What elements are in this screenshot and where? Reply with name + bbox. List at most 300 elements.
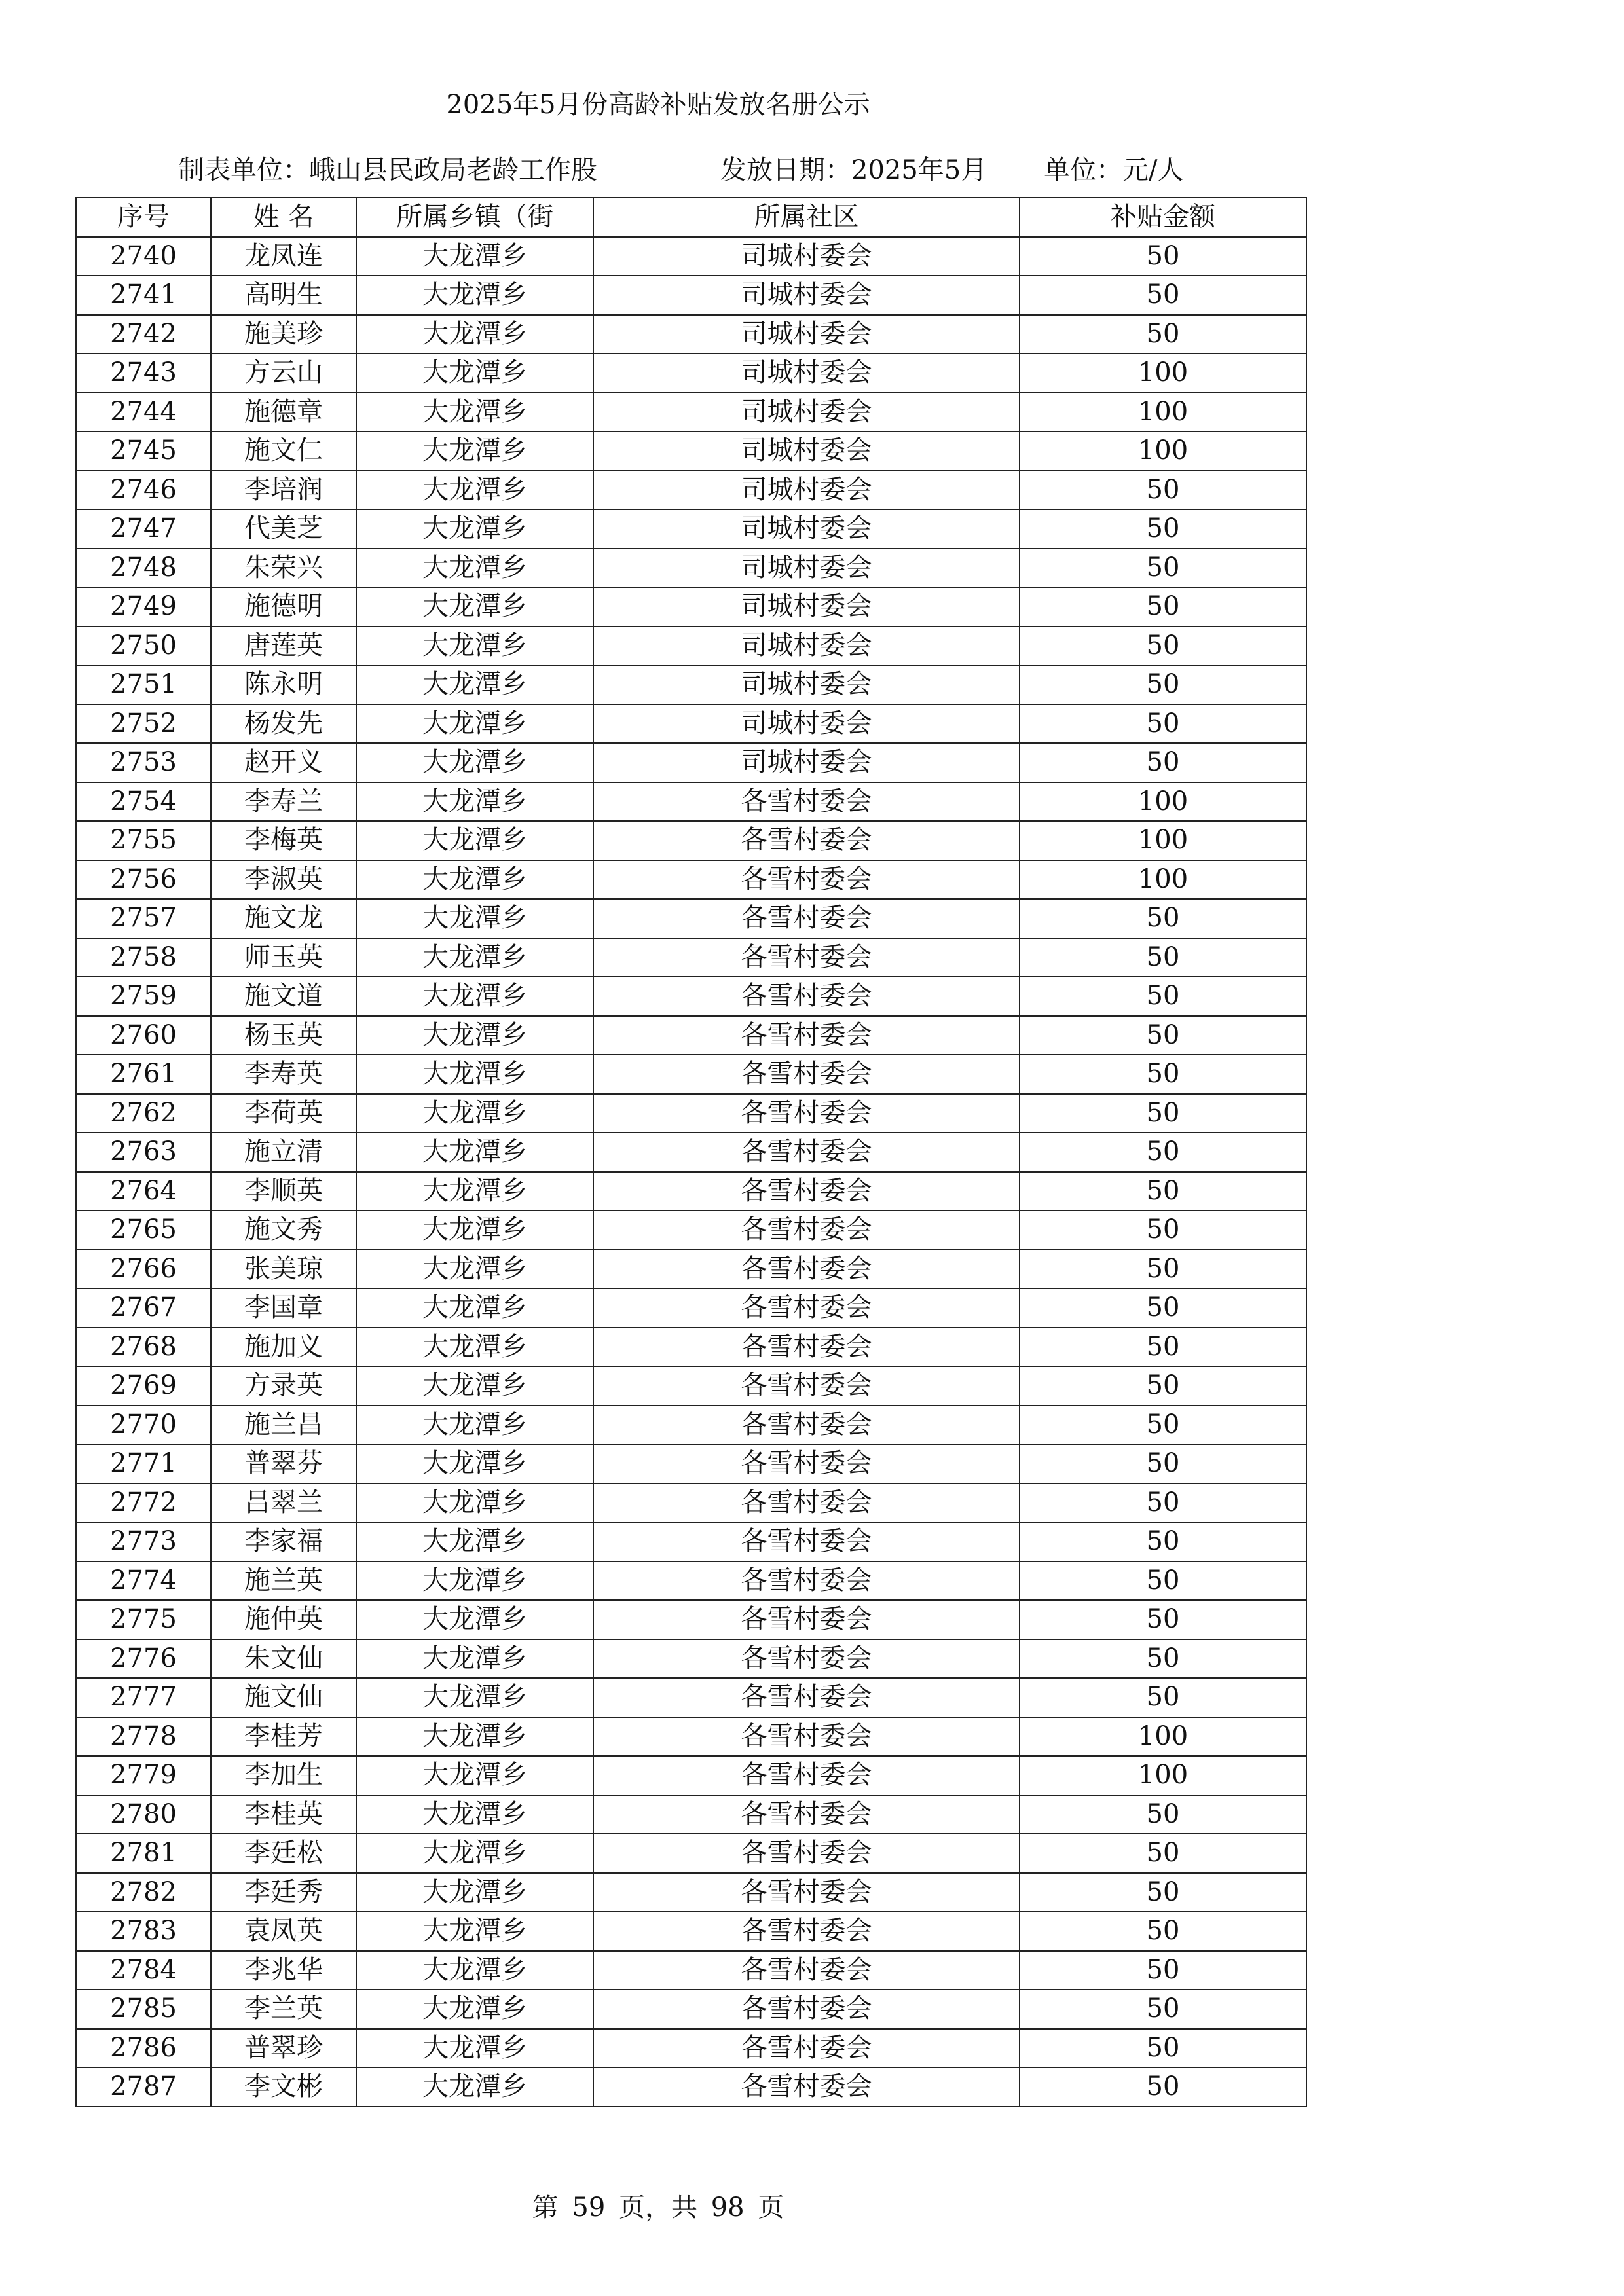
cell-community: 司城村委会 — [593, 471, 1020, 510]
cell-community: 各雪村委会 — [593, 1211, 1020, 1250]
cell-index: 2748 — [76, 549, 211, 588]
cell-community: 各雪村委会 — [593, 2068, 1020, 2107]
cell-township: 大龙潭乡 — [356, 354, 593, 393]
cell-name: 龙凤连 — [211, 237, 356, 276]
table-row — [76, 237, 1306, 276]
cell-amount: 50 — [1020, 1211, 1306, 1250]
cell-index: 2745 — [76, 431, 211, 471]
cell-township: 大龙潭乡 — [356, 627, 593, 666]
cell-township: 大龙潭乡 — [356, 237, 593, 276]
cell-name: 李寿英 — [211, 1055, 356, 1094]
cell-amount: 50 — [1020, 1561, 1306, 1601]
cell-name: 李加生 — [211, 1756, 356, 1795]
table-row — [76, 1912, 1306, 1951]
cell-name: 李廷松 — [211, 1834, 356, 1873]
cell-township: 大龙潭乡 — [356, 1561, 593, 1601]
cell-community: 各雪村委会 — [593, 1250, 1020, 1289]
cell-name: 李顺英 — [211, 1172, 356, 1211]
cell-township: 大龙潭乡 — [356, 1834, 593, 1873]
table-row — [76, 1288, 1306, 1328]
table-row — [76, 938, 1306, 977]
cell-amount: 100 — [1020, 354, 1306, 393]
cell-community: 司城村委会 — [593, 587, 1020, 627]
cell-index: 2774 — [76, 1561, 211, 1601]
cell-name: 李桂芳 — [211, 1717, 356, 1757]
table-row — [76, 1406, 1306, 1445]
cell-township: 大龙潭乡 — [356, 1678, 593, 1717]
table-row — [76, 549, 1306, 588]
cell-amount: 50 — [1020, 1678, 1306, 1717]
cell-amount: 50 — [1020, 1912, 1306, 1951]
cell-amount: 50 — [1020, 1366, 1306, 1406]
cell-name: 施仲英 — [211, 1600, 356, 1639]
cell-township: 大龙潭乡 — [356, 1639, 593, 1679]
cell-amount: 100 — [1020, 821, 1306, 860]
table-row — [76, 1016, 1306, 1055]
cell-township: 大龙潭乡 — [356, 1328, 593, 1367]
cell-township: 大龙潭乡 — [356, 2068, 593, 2107]
cell-township: 大龙潭乡 — [356, 977, 593, 1016]
cell-amount: 50 — [1020, 1055, 1306, 1094]
cell-community: 各雪村委会 — [593, 1522, 1020, 1561]
cell-community: 各雪村委会 — [593, 1639, 1020, 1679]
cell-index: 2754 — [76, 782, 211, 822]
table-row — [76, 471, 1306, 510]
cell-community: 各雪村委会 — [593, 1172, 1020, 1211]
cell-name: 杨玉英 — [211, 1016, 356, 1055]
table-row — [76, 1484, 1306, 1523]
table-row — [76, 276, 1306, 315]
cell-community: 各雪村委会 — [593, 1328, 1020, 1367]
cell-amount: 100 — [1020, 393, 1306, 432]
cell-township: 大龙潭乡 — [356, 1250, 593, 1289]
cell-amount: 50 — [1020, 1639, 1306, 1679]
cell-community: 各雪村委会 — [593, 821, 1020, 860]
cell-township: 大龙潭乡 — [356, 821, 593, 860]
table-row — [76, 1561, 1306, 1601]
cell-index: 2771 — [76, 1444, 211, 1484]
cell-township: 大龙潭乡 — [356, 1484, 593, 1523]
cell-community: 各雪村委会 — [593, 938, 1020, 977]
cell-name: 普翠芬 — [211, 1444, 356, 1484]
table-row — [76, 2029, 1306, 2068]
cell-index: 2758 — [76, 938, 211, 977]
table-row — [76, 1522, 1306, 1561]
header-township: 所属乡镇（街 — [356, 198, 593, 237]
cell-community: 各雪村委会 — [593, 2029, 1020, 2068]
cell-index: 2786 — [76, 2029, 211, 2068]
cell-name: 袁凤英 — [211, 1912, 356, 1951]
cell-name: 施文仙 — [211, 1678, 356, 1717]
table-row — [76, 1328, 1306, 1367]
meta-date: 发放日期：2025年5月 — [720, 155, 987, 185]
roster-table — [75, 197, 1307, 2107]
cell-township: 大龙潭乡 — [356, 1055, 593, 1094]
table-row — [76, 1250, 1306, 1289]
cell-name: 李兆华 — [211, 1951, 356, 1990]
cell-township: 大龙潭乡 — [356, 549, 593, 588]
cell-index: 2769 — [76, 1366, 211, 1406]
cell-township: 大龙潭乡 — [356, 2029, 593, 2068]
cell-name: 施兰昌 — [211, 1406, 356, 1445]
cell-amount: 50 — [1020, 1484, 1306, 1523]
table-body — [76, 237, 1306, 2107]
cell-township: 大龙潭乡 — [356, 1912, 593, 1951]
cell-community: 各雪村委会 — [593, 1288, 1020, 1328]
cell-township: 大龙潭乡 — [356, 704, 593, 744]
cell-community: 各雪村委会 — [593, 1133, 1020, 1172]
table-row — [76, 1639, 1306, 1679]
cell-township: 大龙潭乡 — [356, 1795, 593, 1834]
cell-index: 2783 — [76, 1912, 211, 1951]
cell-name: 施立清 — [211, 1133, 356, 1172]
cell-name: 吕翠兰 — [211, 1484, 356, 1523]
cell-name: 施加义 — [211, 1328, 356, 1367]
cell-township: 大龙潭乡 — [356, 1600, 593, 1639]
cell-index: 2782 — [76, 1873, 211, 1912]
table-row — [76, 1795, 1306, 1834]
cell-township: 大龙潭乡 — [356, 1990, 593, 2029]
table-row — [76, 1172, 1306, 1211]
table-row — [76, 1834, 1306, 1873]
cell-amount: 50 — [1020, 704, 1306, 744]
table-row — [76, 431, 1306, 471]
cell-amount: 50 — [1020, 549, 1306, 588]
table-row — [76, 1756, 1306, 1795]
cell-index: 2744 — [76, 393, 211, 432]
table-row — [76, 1133, 1306, 1172]
table-row — [76, 1990, 1306, 2029]
cell-index: 2763 — [76, 1133, 211, 1172]
cell-amount: 50 — [1020, 938, 1306, 977]
header-name: 姓 名 — [211, 198, 356, 237]
table-row — [76, 393, 1306, 432]
table-row — [76, 899, 1306, 938]
cell-community: 各雪村委会 — [593, 1951, 1020, 1990]
cell-community: 各雪村委会 — [593, 1912, 1020, 1951]
cell-township: 大龙潭乡 — [356, 1756, 593, 1795]
cell-community: 司城村委会 — [593, 509, 1020, 549]
cell-name: 李寿兰 — [211, 782, 356, 822]
cell-amount: 100 — [1020, 1717, 1306, 1757]
cell-community: 司城村委会 — [593, 743, 1020, 782]
cell-index: 2773 — [76, 1522, 211, 1561]
cell-name: 师玉英 — [211, 938, 356, 977]
cell-index: 2784 — [76, 1951, 211, 1990]
cell-community: 司城村委会 — [593, 431, 1020, 471]
cell-index: 2755 — [76, 821, 211, 860]
cell-township: 大龙潭乡 — [356, 509, 593, 549]
cell-township: 大龙潭乡 — [356, 393, 593, 432]
cell-name: 方云山 — [211, 354, 356, 393]
table-row — [76, 743, 1306, 782]
table-row — [76, 704, 1306, 744]
cell-amount: 50 — [1020, 899, 1306, 938]
cell-township: 大龙潭乡 — [356, 860, 593, 900]
cell-index: 2751 — [76, 665, 211, 704]
cell-community: 司城村委会 — [593, 276, 1020, 315]
cell-amount: 50 — [1020, 1016, 1306, 1055]
cell-index: 2760 — [76, 1016, 211, 1055]
cell-amount: 50 — [1020, 977, 1306, 1016]
cell-name: 高明生 — [211, 276, 356, 315]
cell-name: 代美芝 — [211, 509, 356, 549]
cell-amount: 50 — [1020, 315, 1306, 354]
cell-name: 施文道 — [211, 977, 356, 1016]
cell-index: 2762 — [76, 1094, 211, 1133]
cell-community: 各雪村委会 — [593, 1834, 1020, 1873]
cell-name: 施文龙 — [211, 899, 356, 938]
cell-township: 大龙潭乡 — [356, 1172, 593, 1211]
cell-amount: 50 — [1020, 1951, 1306, 1990]
table-row — [76, 315, 1306, 354]
cell-township: 大龙潭乡 — [356, 1406, 593, 1445]
cell-amount: 50 — [1020, 1406, 1306, 1445]
table-row — [76, 2068, 1306, 2107]
cell-amount: 50 — [1020, 237, 1306, 276]
cell-community: 各雪村委会 — [593, 1600, 1020, 1639]
cell-community: 各雪村委会 — [593, 899, 1020, 938]
cell-township: 大龙潭乡 — [356, 1211, 593, 1250]
cell-name: 朱荣兴 — [211, 549, 356, 588]
cell-amount: 50 — [1020, 1990, 1306, 2029]
table-row — [76, 1873, 1306, 1912]
cell-index: 2772 — [76, 1484, 211, 1523]
cell-amount: 100 — [1020, 860, 1306, 900]
cell-index: 2746 — [76, 471, 211, 510]
cell-community: 各雪村委会 — [593, 1717, 1020, 1757]
cell-township: 大龙潭乡 — [356, 587, 593, 627]
cell-community: 各雪村委会 — [593, 1055, 1020, 1094]
cell-index: 2778 — [76, 1717, 211, 1757]
cell-amount: 50 — [1020, 1328, 1306, 1367]
cell-community: 司城村委会 — [593, 354, 1020, 393]
cell-name: 李国章 — [211, 1288, 356, 1328]
cell-index: 2743 — [76, 354, 211, 393]
cell-index: 2749 — [76, 587, 211, 627]
cell-index: 2781 — [76, 1834, 211, 1873]
cell-amount: 50 — [1020, 1250, 1306, 1289]
cell-township: 大龙潭乡 — [356, 1717, 593, 1757]
table-row — [76, 665, 1306, 704]
page-footer: 第 59 页，共 98 页 — [532, 2193, 784, 2223]
cell-name: 唐莲英 — [211, 627, 356, 666]
cell-community: 司城村委会 — [593, 627, 1020, 666]
cell-community: 各雪村委会 — [593, 1873, 1020, 1912]
cell-name: 朱文仙 — [211, 1639, 356, 1679]
cell-name: 施文仁 — [211, 431, 356, 471]
cell-township: 大龙潭乡 — [356, 1288, 593, 1328]
cell-community: 司城村委会 — [593, 315, 1020, 354]
cell-community: 各雪村委会 — [593, 1444, 1020, 1484]
cell-name: 李淑英 — [211, 860, 356, 900]
cell-amount: 50 — [1020, 1133, 1306, 1172]
cell-name: 赵开义 — [211, 743, 356, 782]
cell-community: 各雪村委会 — [593, 1016, 1020, 1055]
cell-amount: 50 — [1020, 276, 1306, 315]
cell-amount: 50 — [1020, 1873, 1306, 1912]
table-row — [76, 1444, 1306, 1484]
header-amount: 补贴金额 — [1020, 198, 1306, 237]
cell-community: 各雪村委会 — [593, 860, 1020, 900]
cell-name: 普翠珍 — [211, 2029, 356, 2068]
page-title: 2025年5月份高龄补贴发放名册公示 — [446, 90, 870, 120]
table-row — [76, 587, 1306, 627]
cell-amount: 50 — [1020, 509, 1306, 549]
cell-index: 2768 — [76, 1328, 211, 1367]
cell-township: 大龙潭乡 — [356, 782, 593, 822]
cell-index: 2756 — [76, 860, 211, 900]
cell-index: 2776 — [76, 1639, 211, 1679]
cell-index: 2770 — [76, 1406, 211, 1445]
cell-name: 施文秀 — [211, 1211, 356, 1250]
cell-name: 施德明 — [211, 587, 356, 627]
cell-index: 2767 — [76, 1288, 211, 1328]
cell-amount: 50 — [1020, 1288, 1306, 1328]
cell-amount: 50 — [1020, 1522, 1306, 1561]
table-row — [76, 1211, 1306, 1250]
cell-township: 大龙潭乡 — [356, 1444, 593, 1484]
cell-index: 2787 — [76, 2068, 211, 2107]
cell-amount: 50 — [1020, 471, 1306, 510]
cell-index: 2766 — [76, 1250, 211, 1289]
cell-community: 各雪村委会 — [593, 1678, 1020, 1717]
cell-community: 各雪村委会 — [593, 1561, 1020, 1601]
cell-township: 大龙潭乡 — [356, 1873, 593, 1912]
table-row — [76, 977, 1306, 1016]
cell-amount: 50 — [1020, 587, 1306, 627]
table-row — [76, 354, 1306, 393]
table-row — [76, 821, 1306, 860]
table-row — [76, 509, 1306, 549]
cell-amount: 50 — [1020, 665, 1306, 704]
cell-index: 2753 — [76, 743, 211, 782]
cell-index: 2742 — [76, 315, 211, 354]
cell-name: 方录英 — [211, 1366, 356, 1406]
cell-index: 2741 — [76, 276, 211, 315]
cell-amount: 50 — [1020, 1172, 1306, 1211]
cell-name: 李文彬 — [211, 2068, 356, 2107]
cell-name: 张美琼 — [211, 1250, 356, 1289]
cell-amount: 50 — [1020, 743, 1306, 782]
cell-township: 大龙潭乡 — [356, 1951, 593, 1990]
cell-amount: 50 — [1020, 1834, 1306, 1873]
cell-township: 大龙潭乡 — [356, 471, 593, 510]
cell-index: 2779 — [76, 1756, 211, 1795]
table-row — [76, 1678, 1306, 1717]
header-meta — [178, 149, 1183, 187]
cell-index: 2765 — [76, 1211, 211, 1250]
cell-name: 施德章 — [211, 393, 356, 432]
cell-amount: 50 — [1020, 2068, 1306, 2107]
cell-index: 2759 — [76, 977, 211, 1016]
cell-township: 大龙潭乡 — [356, 431, 593, 471]
table-row — [76, 1717, 1306, 1757]
cell-amount: 100 — [1020, 782, 1306, 822]
cell-index: 2785 — [76, 1990, 211, 2029]
cell-community: 各雪村委会 — [593, 977, 1020, 1016]
cell-community: 各雪村委会 — [593, 1094, 1020, 1133]
table-row — [76, 1366, 1306, 1406]
cell-township: 大龙潭乡 — [356, 1094, 593, 1133]
cell-index: 2740 — [76, 237, 211, 276]
cell-name: 李培润 — [211, 471, 356, 510]
table-row — [76, 1094, 1306, 1133]
cell-amount: 50 — [1020, 1094, 1306, 1133]
cell-township: 大龙潭乡 — [356, 899, 593, 938]
table-header-row — [76, 198, 1306, 237]
meta-currency: 单位：元/人 — [1044, 155, 1184, 185]
cell-index: 2750 — [76, 627, 211, 666]
header-index: 序号 — [76, 198, 211, 237]
cell-township: 大龙潭乡 — [356, 1366, 593, 1406]
cell-index: 2777 — [76, 1678, 211, 1717]
cell-amount: 50 — [1020, 1444, 1306, 1484]
table-row — [76, 782, 1306, 822]
cell-name: 施兰英 — [211, 1561, 356, 1601]
cell-community: 司城村委会 — [593, 549, 1020, 588]
cell-index: 2752 — [76, 704, 211, 744]
header-community: 所属社区 — [593, 198, 1020, 237]
cell-community: 司城村委会 — [593, 393, 1020, 432]
cell-amount: 100 — [1020, 1756, 1306, 1795]
cell-index: 2757 — [76, 899, 211, 938]
cell-township: 大龙潭乡 — [356, 315, 593, 354]
cell-name: 李廷秀 — [211, 1873, 356, 1912]
cell-name: 施美珍 — [211, 315, 356, 354]
cell-community: 司城村委会 — [593, 704, 1020, 744]
cell-community: 司城村委会 — [593, 237, 1020, 276]
cell-community: 各雪村委会 — [593, 1795, 1020, 1834]
cell-township: 大龙潭乡 — [356, 665, 593, 704]
cell-name: 李家福 — [211, 1522, 356, 1561]
cell-amount: 100 — [1020, 431, 1306, 471]
cell-community: 各雪村委会 — [593, 1990, 1020, 2029]
cell-amount: 50 — [1020, 2029, 1306, 2068]
cell-name: 李荷英 — [211, 1094, 356, 1133]
cell-township: 大龙潭乡 — [356, 276, 593, 315]
cell-community: 各雪村委会 — [593, 1406, 1020, 1445]
cell-amount: 50 — [1020, 627, 1306, 666]
cell-name: 杨发先 — [211, 704, 356, 744]
cell-township: 大龙潭乡 — [356, 1522, 593, 1561]
cell-index: 2764 — [76, 1172, 211, 1211]
cell-name: 李梅英 — [211, 821, 356, 860]
cell-name: 李兰英 — [211, 1990, 356, 2029]
cell-community: 各雪村委会 — [593, 1366, 1020, 1406]
cell-index: 2747 — [76, 509, 211, 549]
table-row — [76, 627, 1306, 666]
cell-township: 大龙潭乡 — [356, 1016, 593, 1055]
table-row — [76, 1600, 1306, 1639]
cell-amount: 50 — [1020, 1795, 1306, 1834]
cell-community: 各雪村委会 — [593, 1484, 1020, 1523]
table-row — [76, 860, 1306, 900]
table-row — [76, 1951, 1306, 1990]
cell-community: 各雪村委会 — [593, 782, 1020, 822]
cell-index: 2775 — [76, 1600, 211, 1639]
cell-name: 李桂英 — [211, 1795, 356, 1834]
cell-amount: 50 — [1020, 1600, 1306, 1639]
cell-township: 大龙潭乡 — [356, 743, 593, 782]
table-row — [76, 1055, 1306, 1094]
cell-community: 司城村委会 — [593, 665, 1020, 704]
cell-index: 2761 — [76, 1055, 211, 1094]
cell-index: 2780 — [76, 1795, 211, 1834]
cell-name: 陈永明 — [211, 665, 356, 704]
cell-township: 大龙潭乡 — [356, 938, 593, 977]
meta-unit: 制表单位：峨山县民政局老龄工作股 — [178, 155, 597, 185]
